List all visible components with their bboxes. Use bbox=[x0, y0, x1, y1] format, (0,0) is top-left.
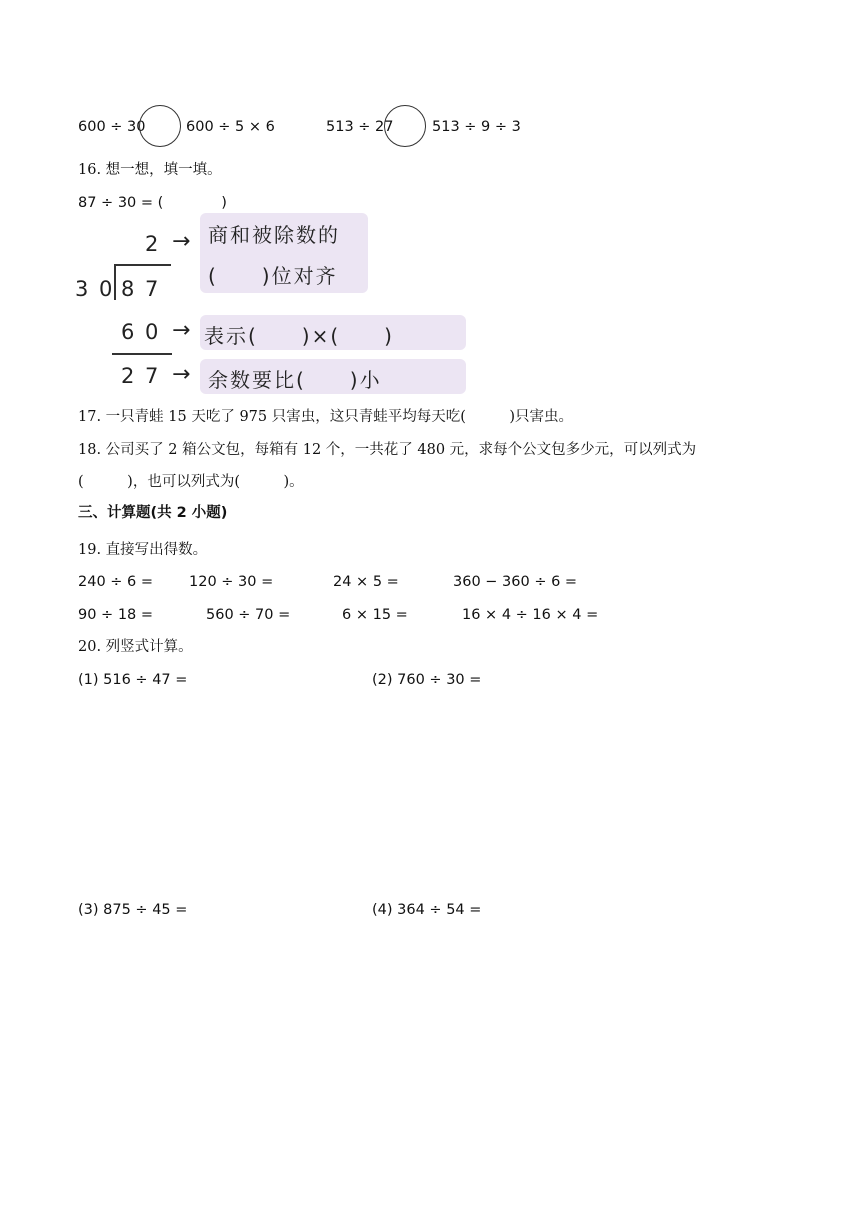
q16-title: 16. 想一想，填一填。 bbox=[78, 162, 222, 178]
q19-item: 120 ÷ 30 = bbox=[189, 574, 274, 590]
arrow-icon: → bbox=[172, 362, 191, 387]
q15-left-expr-b: 513 ÷ 27 bbox=[326, 119, 394, 135]
q17-text: 17. 一只青蛙 15 天吃了 975 只害虫，这只青蛙平均每天吃( )只害虫。 bbox=[78, 409, 574, 425]
q15-left-expr-a: 600 ÷ 30 bbox=[78, 119, 146, 135]
q19-item: 360 − 360 ÷ 6 = bbox=[453, 574, 578, 590]
q15-compare-circle-a[interactable] bbox=[139, 105, 181, 147]
q19-item: 240 ÷ 6 = bbox=[78, 574, 154, 590]
q20-problem-3: (3) 875 ÷ 45 = bbox=[78, 902, 188, 918]
subtraction-line bbox=[112, 353, 172, 355]
division-divisor: 3 0 bbox=[75, 277, 115, 301]
section-heading: 三、计算题(共 2 小题) bbox=[78, 505, 228, 521]
q15-compare-circle-b[interactable] bbox=[384, 105, 426, 147]
hint-box-quotient-alignment bbox=[200, 213, 368, 293]
q20-problem-1: (1) 516 ÷ 47 = bbox=[78, 672, 188, 688]
q20-problem-4: (4) 364 ÷ 54 = bbox=[372, 902, 482, 918]
q19-item: 560 ÷ 70 = bbox=[206, 607, 291, 623]
hint-box-line2: ( )位对齐 bbox=[208, 264, 338, 288]
division-remainder: 2 7 bbox=[121, 364, 161, 388]
division-product: 6 0 bbox=[121, 320, 161, 344]
q16-equation: 87 ÷ 30 = ( ) bbox=[78, 195, 227, 211]
q19-item: 16 × 4 ÷ 16 × 4 = bbox=[462, 607, 599, 623]
hint-box-line1: 商和被除数的 bbox=[208, 223, 340, 247]
q19-item: 6 × 15 = bbox=[342, 607, 408, 623]
q19-title: 19. 直接写出得数。 bbox=[78, 542, 208, 558]
q20-problem-2: (2) 760 ÷ 30 = bbox=[372, 672, 482, 688]
q15-right-expr-b: 513 ÷ 9 ÷ 3 bbox=[432, 119, 521, 135]
division-dividend: 8 7 bbox=[121, 277, 161, 301]
hint-box-remainder-rule bbox=[200, 359, 466, 394]
arrow-icon: → bbox=[172, 318, 191, 343]
q15-right-expr-a: 600 ÷ 5 × 6 bbox=[186, 119, 275, 135]
arrow-icon: → bbox=[172, 229, 191, 254]
q19-item: 90 ÷ 18 = bbox=[78, 607, 154, 623]
q18-line2: ( )，也可以列式为( )。 bbox=[78, 474, 304, 490]
hint-box-product-meaning bbox=[200, 315, 466, 350]
hint-box-text: 余数要比( )小 bbox=[208, 368, 382, 392]
hint-box-text: 表示( )×( ) bbox=[204, 324, 394, 348]
q20-title: 20. 列竖式计算。 bbox=[78, 639, 193, 655]
division-bar bbox=[116, 264, 171, 266]
q18-line1: 18. 公司买了 2 箱公文包，每箱有 12 个，一共花了 480 元，求每个公文包多少元，可以列式为 bbox=[78, 442, 697, 458]
division-quotient: 2 bbox=[145, 232, 161, 256]
q19-item: 24 × 5 = bbox=[333, 574, 399, 590]
